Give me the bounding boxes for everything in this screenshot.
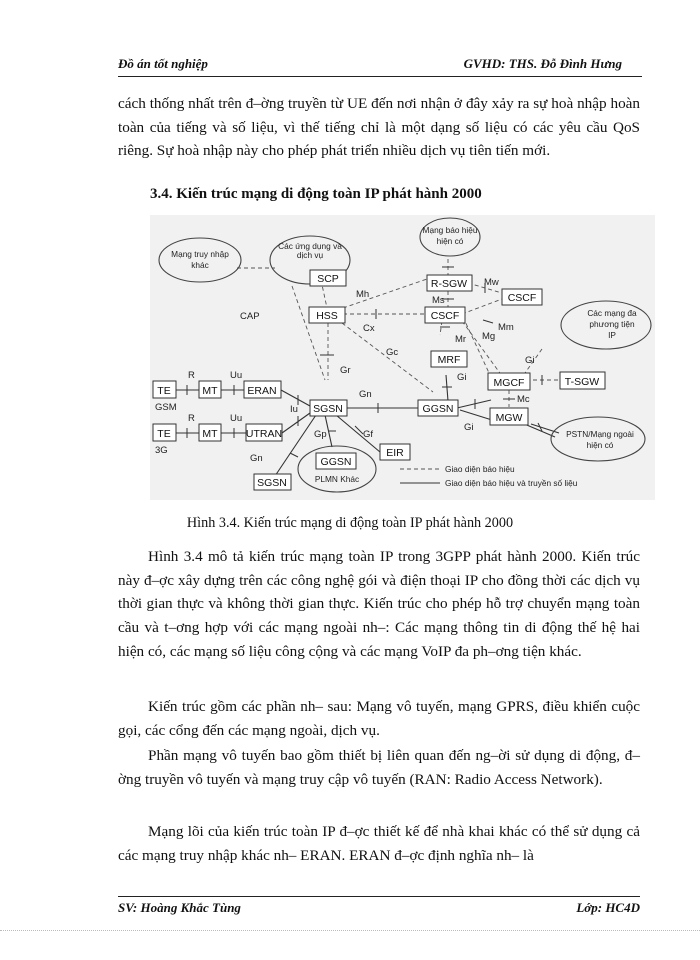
footer-rule	[118, 896, 640, 897]
legacy-label-2: hiện có	[436, 236, 464, 246]
ms-label: Ms	[432, 295, 445, 306]
paragraph-intro: cách thống nhất trên đ–ờng truyền từ UE đến nơi nhận ở đây xảy ra sự hoà nhập hoàn toàn của tiếng và số liệu, vì thế tiếng chỉ là một dạng số liệu có các yêu cầu QoS riêng. Sự hoà nhập này cho phép phát triển nhiều dịch vụ tiên tiến mới.	[118, 95, 640, 160]
paragraph-2: Kiến trúc gồm các phần nh– sau: Mạng vô tuyến, mạng GPRS, điều khiển cuộc gọi, các cổng đến các mạng ngoài, dịch vụ.	[118, 698, 640, 739]
gsm-label: GSM	[155, 402, 177, 413]
utran-label: UTRAN	[245, 428, 283, 440]
r1-label: R	[188, 370, 195, 381]
uu1-label: Uu	[230, 370, 243, 381]
mt-gsm-label: MT	[202, 385, 218, 397]
mm-label-3: IP	[608, 330, 616, 340]
mr-label: Mr	[455, 334, 467, 345]
paragraph-1: Hình 3.4 mô tả kiến trúc mạng toàn IP trong 3GPP phát hành 2000. Kiến trúc này đ–ợc xây dựng trên các công nghệ gói và điện thoại IP cho đồng thời các dịch vụ thời gian thực và không thời gian thực. Kiến trúc cho phép hỗ trợ chuyển mạng toàn cầu và t–ơng hợp với các mạng ngoài nh–: Các mạng thông tin di động thế hệ hai hiện có, các mạng số liệu công cộng và các mạng VoIP đa ph–ơng tiện khác.	[118, 548, 640, 660]
gi1-label: Gi	[457, 372, 467, 383]
apps-label-1: Các ứng dụng và	[278, 241, 342, 251]
scp-label: SCP	[317, 273, 339, 285]
mh-label: Mh	[356, 289, 370, 300]
iu-label: Iu	[290, 404, 298, 415]
mm-label-2: phương tiện	[589, 319, 635, 329]
footer-right: Lớp: HC4D	[576, 900, 640, 915]
mw-label: Mw	[484, 277, 499, 288]
section-heading: 3.4. Kiến trúc mạng di động toàn IP phát hành 2000	[150, 186, 482, 202]
architecture-figure	[150, 215, 655, 500]
cx-label: Cx	[363, 323, 375, 334]
gn2-label: Gn	[250, 453, 263, 464]
hss-label: HSS	[316, 310, 338, 322]
paragraph-3: Phần mạng vô tuyến bao gồm thiết bị liên quan đến ng–ời sử dụng di động, đ–ờng truyền vô tuyến và mạng truy cập vô tuyến (RAN: Radio Access Network).	[118, 747, 640, 788]
figure-caption: Hình 3.4. Kiến trúc mạng di động toàn IP phát hành 2000	[186, 515, 514, 531]
mg-label: Mg	[482, 331, 496, 342]
sgsn-other-label: SGSN	[257, 477, 287, 489]
gn1-label: Gn	[359, 389, 372, 400]
mrf-label: MRF	[437, 354, 461, 366]
uu2-label: Uu	[230, 413, 243, 424]
g3-label: 3G	[155, 445, 168, 456]
apps-label-2: dịch vụ	[296, 250, 324, 260]
mgw-label: MGW	[495, 412, 523, 424]
gr-label: Gr	[340, 365, 351, 376]
tsgw-label: T-SGW	[564, 376, 600, 388]
plmn-label: PLMN Khác	[314, 474, 360, 484]
te-3g-label: TE	[157, 428, 171, 440]
gc-label: Gc	[386, 347, 399, 358]
eir-label: EIR	[386, 447, 404, 459]
legacy-label-1: Mạng báo hiệu	[422, 225, 478, 235]
mgcf-label: MGCF	[493, 377, 525, 389]
header-rule	[118, 76, 642, 77]
ggsn-plmn-label: GGSN	[320, 456, 352, 468]
header-left: Đồ án tốt nghiệp	[118, 56, 208, 71]
mm-label: Mm	[498, 322, 514, 333]
paragraph-4: Mạng lõi của kiến trúc toàn IP đ–ợc thiết kế để nhà khai khác có thể sử dụng cả các mạng truy nhập khác nh– ERAN. ERAN đ–ợc định nghĩa nh– là	[118, 823, 640, 864]
rsgw-label: R-SGW	[430, 278, 468, 290]
footer-left: SV: Hoàng Khắc Tùng	[118, 900, 241, 915]
mm-label-1: Các mạng đa	[587, 308, 637, 318]
bottom-dotted-line	[0, 930, 700, 931]
other-access-label-2: khác	[191, 260, 209, 270]
gi2-label: Gi	[525, 355, 535, 366]
header-right: GVHD: THS. Đỗ Đình Hưng	[463, 56, 622, 71]
pstn-label-2: hiện có	[586, 440, 614, 450]
page-header	[118, 56, 622, 74]
eran-label: ERAN	[247, 385, 277, 397]
r2-label: R	[188, 413, 195, 424]
cscf-b-label: CSCF	[430, 310, 460, 322]
legend-signaling: Giao diện báo hiệu	[445, 464, 515, 474]
cscf-a-label: CSCF	[507, 292, 537, 304]
sgsn-label: SGSN	[313, 403, 343, 415]
gf-label: Gf	[363, 429, 374, 440]
mc-label: Mc	[517, 394, 530, 405]
te-gsm-label: TE	[157, 385, 171, 397]
ggsn-label: GGSN	[422, 403, 454, 415]
other-access-label-1: Mạng truy nhập	[171, 249, 229, 259]
mt-3g-label: MT	[202, 428, 218, 440]
legend-signaling-data: Giao diện báo hiệu và truyền số liệu	[445, 478, 578, 488]
pstn-label-1: PSTN/Mạng ngoài	[566, 429, 634, 439]
gi3-label: Gi	[464, 422, 474, 433]
cap-label: CAP	[240, 311, 260, 322]
gp-label: Gp	[314, 429, 327, 440]
